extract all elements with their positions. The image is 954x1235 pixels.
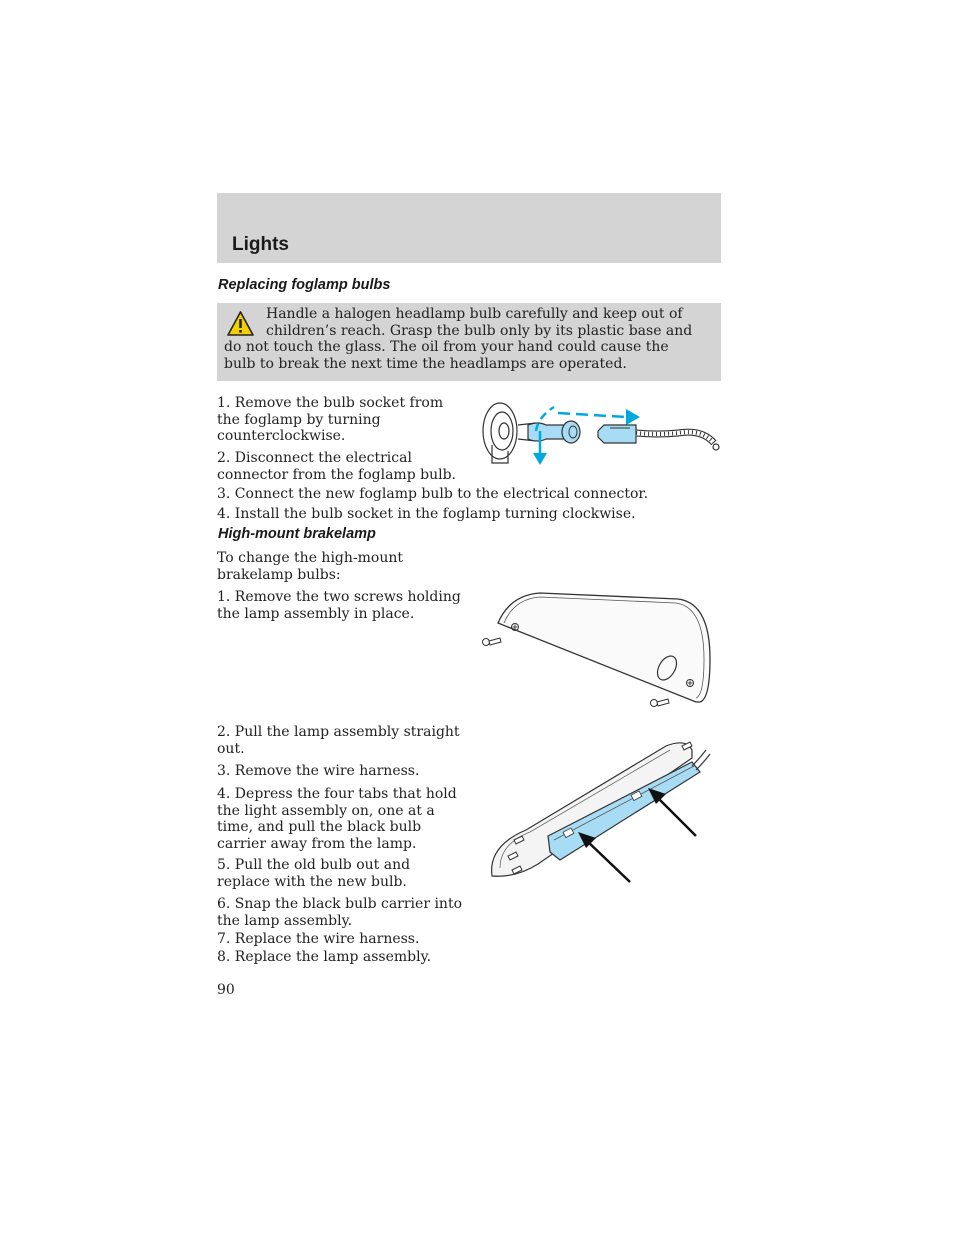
brakelamp-step-3: 3. Remove the wire harness. (217, 763, 420, 779)
foglamp-step-1: 1. Remove the bulb socket from the foglamp by turning counterclockwise. (217, 395, 444, 444)
brakelamp-step-4: 4. Depress the four tabs that hold the light assembly on, one at a time, and pull the black bulb carrier away from the lamp. (217, 786, 457, 852)
section-header-band (217, 193, 721, 263)
brakelamp-step-8: 8. Replace the lamp assembly. (217, 949, 432, 965)
bulb-carrier-illustration (486, 736, 716, 884)
foglamp-bulb-illustration (478, 395, 724, 467)
brakelamp-step-2: 2. Pull the lamp assembly straight out. (217, 724, 460, 757)
brakelamp-step-7: 7. Replace the wire harness. (217, 931, 420, 947)
warning-box (217, 303, 721, 381)
brakelamp-step-6: 6. Snap the black bulb carrier into the lamp assembly. (217, 896, 463, 929)
foglamp-heading: Replacing foglamp bulbs (218, 277, 391, 293)
warning-text-block (224, 306, 704, 373)
foglamp-step-2: 2. Disconnect the electrical connector from the foglamp bulb. (217, 450, 456, 483)
section-title: Lights (232, 234, 289, 255)
page-number: 90 (217, 982, 235, 998)
brakelamp-heading: High-mount brakelamp (218, 526, 376, 542)
foglamp-step-3: 3. Connect the new foglamp bulb to the electrical connector. (217, 486, 649, 502)
warning-text: Handle a halogen headlamp bulb carefully and keep out of children’s reach. Grasp the bulb only by its plastic base and do not touch the glass. The oil from your hand could cause the bulb to break the next time the headlamps are operated. (224, 306, 693, 373)
foglamp-step-4: 4. Install the bulb socket in the foglamp turning clockwise. (217, 506, 636, 522)
brakelamp-assembly-illustration (478, 589, 724, 711)
brakelamp-intro: To change the high-mount brakelamp bulbs: (217, 550, 403, 583)
brakelamp-step-5: 5. Pull the old bulb out and replace with the new bulb. (217, 857, 411, 890)
brakelamp-step-1: 1. Remove the two screws holding the lamp assembly in place. (217, 589, 461, 622)
